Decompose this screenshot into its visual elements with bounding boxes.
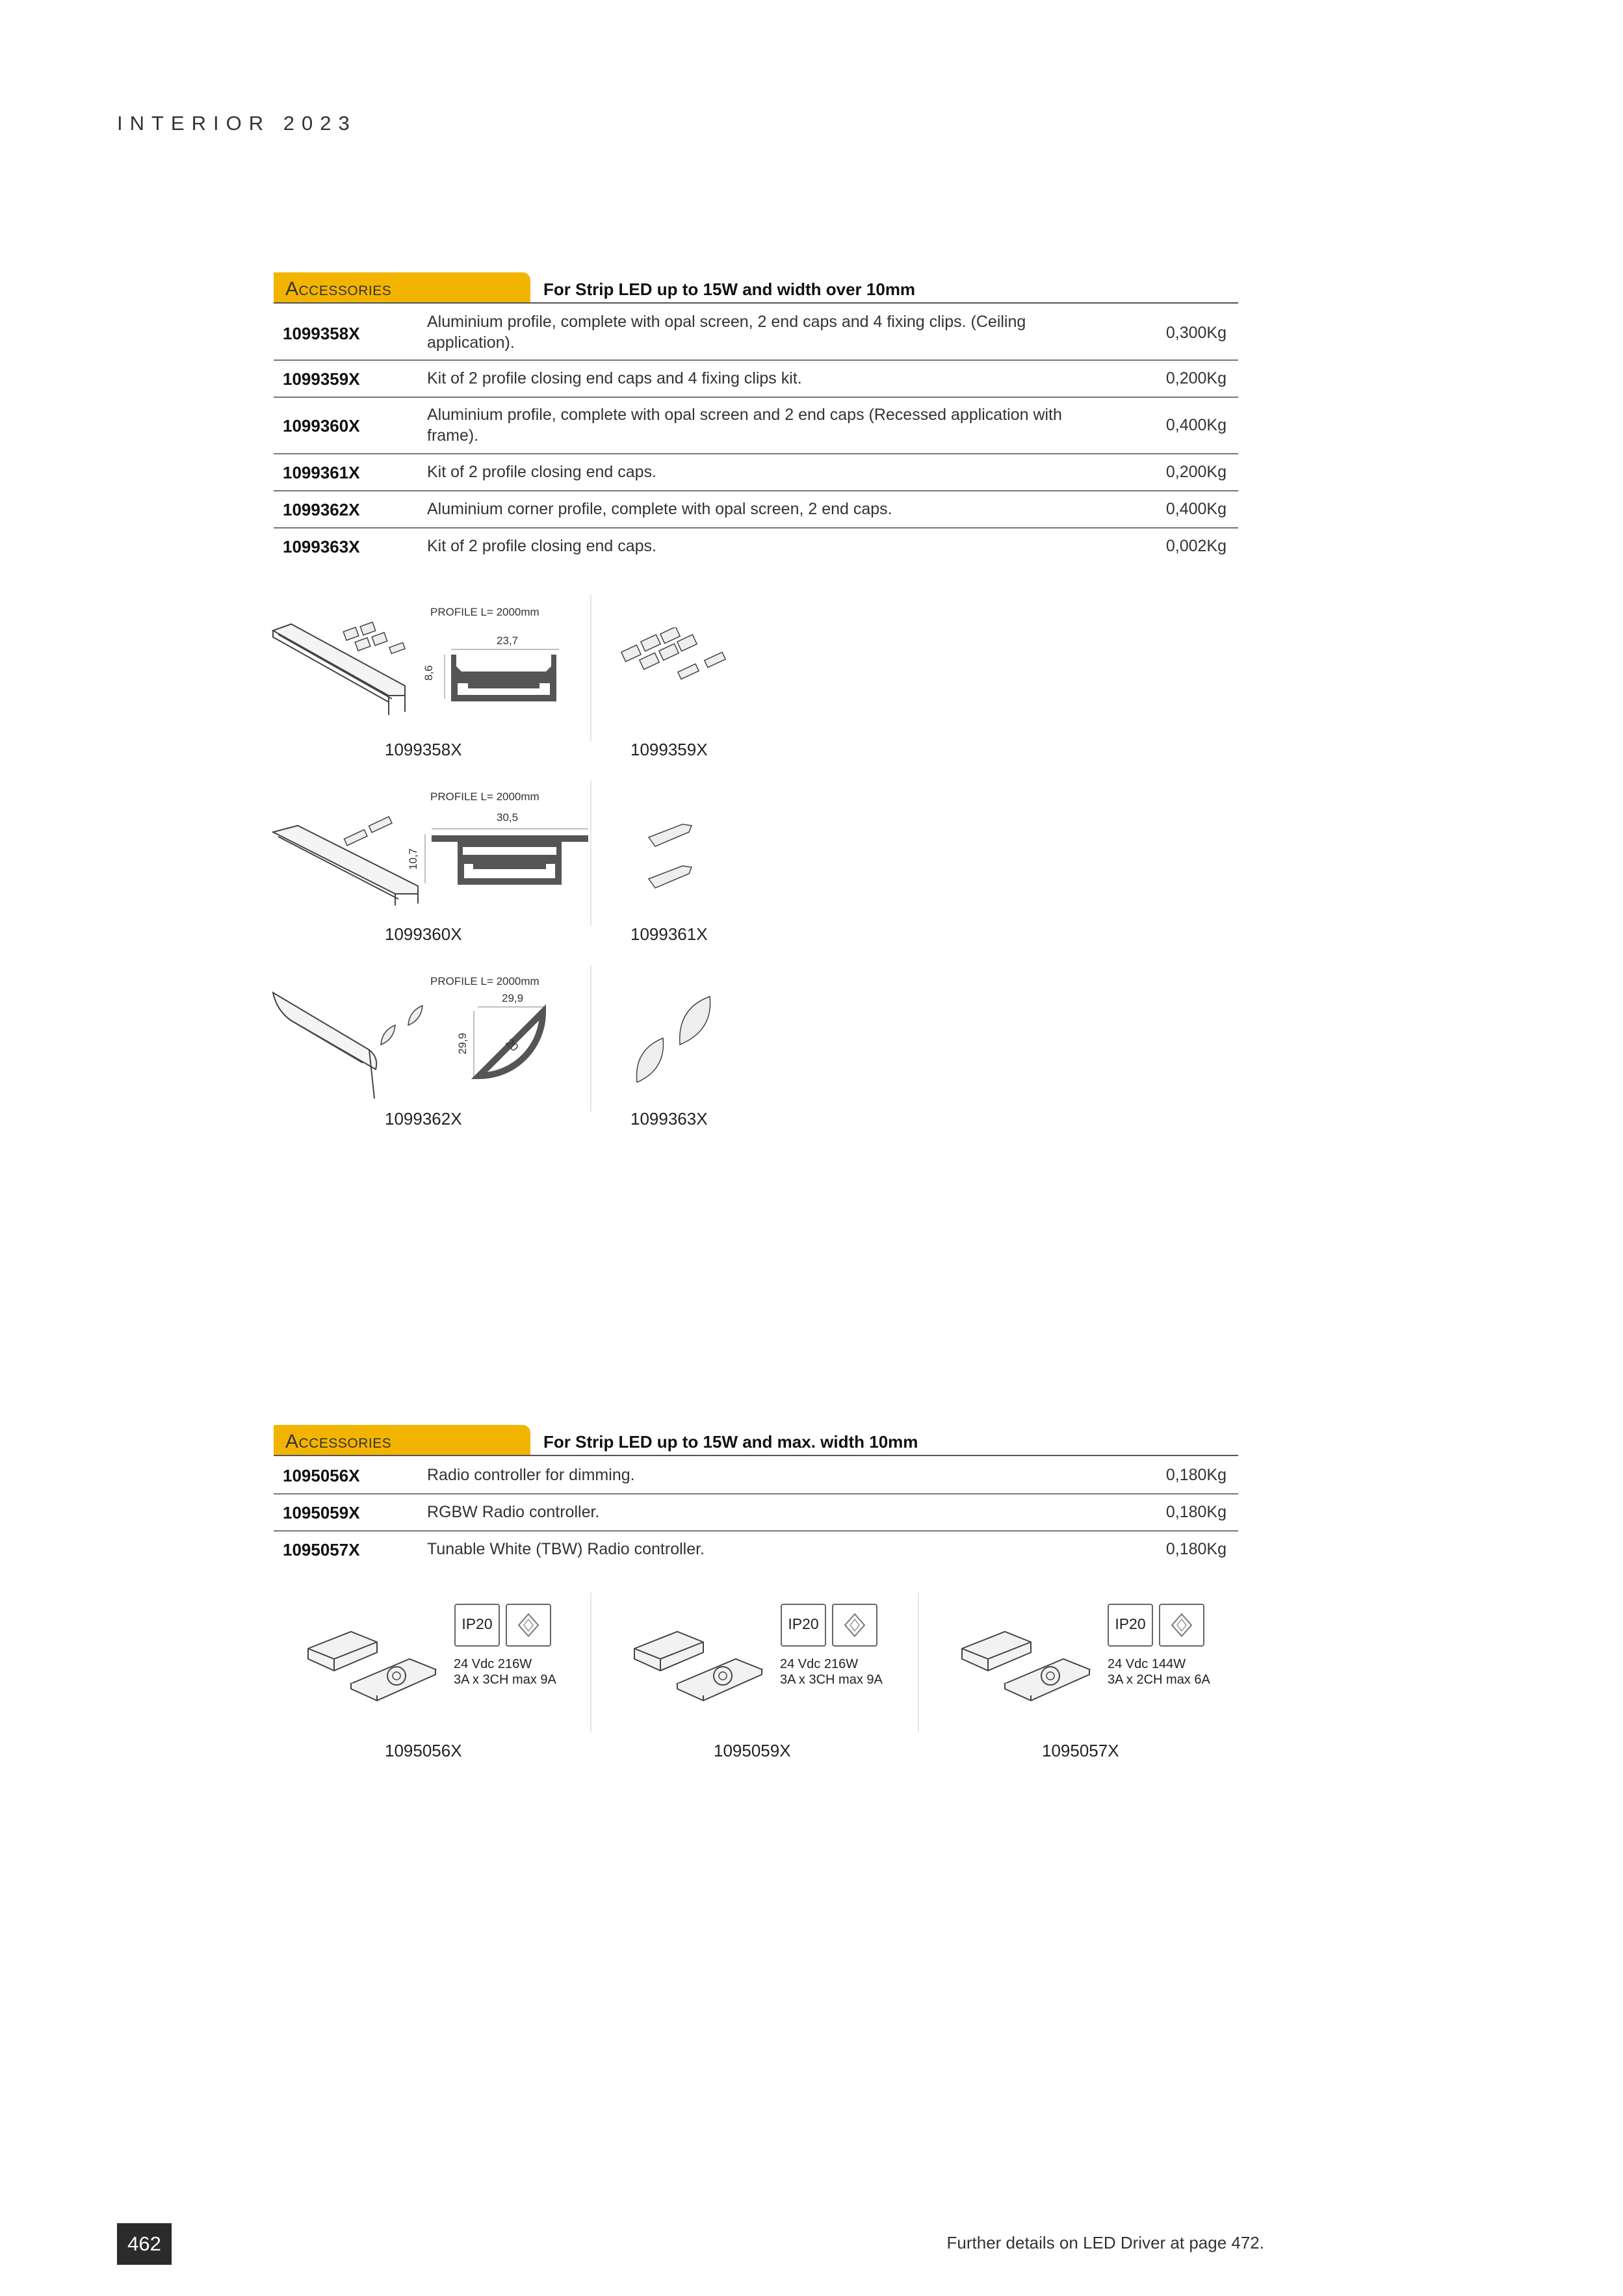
section-tab-label: Accessories xyxy=(285,1431,392,1452)
section-title: For Strip LED up to 15W and max. width 10mm xyxy=(543,1432,918,1452)
product-code: 1095056X xyxy=(283,1466,360,1485)
ip-rating-badge: IP20 xyxy=(781,1604,826,1647)
dimension-height: 29,9 xyxy=(456,1032,469,1054)
end-caps-clips-illustration xyxy=(611,627,731,692)
table-row xyxy=(274,305,1238,361)
product-code: 1095057X xyxy=(283,1540,360,1559)
end-caps-illustration xyxy=(643,811,702,896)
product-code: 1099359X xyxy=(283,369,360,389)
product-weight: 0,180Kg xyxy=(1165,1466,1227,1484)
certification-icon xyxy=(1159,1604,1204,1647)
product-weight: 0,400Kg xyxy=(1165,416,1227,434)
product-weight: 0,300Kg xyxy=(1165,324,1227,342)
product-description: Kit of 2 profile closing end caps. xyxy=(427,537,656,555)
product-description: Kit of 2 profile closing end caps and 4 fixing clips kit. xyxy=(427,369,802,387)
drawing-label: 1099362X xyxy=(385,1109,462,1128)
table-row xyxy=(274,398,1238,454)
product-description: RGBW Radio controller. xyxy=(427,1503,600,1521)
table-row xyxy=(274,1494,1238,1532)
accessories-table-1 xyxy=(274,305,1238,564)
product-code: 1099363X xyxy=(283,537,360,556)
drawing-label: 1099360X xyxy=(385,924,462,944)
end-caps-illustration xyxy=(630,985,721,1089)
product-spec: 24 Vdc 216W 3A x 3CH max 9A xyxy=(454,1657,556,1687)
table-row xyxy=(274,528,1238,564)
drawing-label: 1099363X xyxy=(630,1109,708,1128)
table-row xyxy=(274,491,1238,528)
product-description: Radio controller for dimming. xyxy=(427,1466,635,1484)
product-weight: 0,200Kg xyxy=(1165,369,1227,387)
dimension-width: 23,7 xyxy=(497,634,519,647)
dimension-height: 8,6 xyxy=(422,665,435,681)
table-row xyxy=(274,1532,1238,1567)
product-weight: 0,180Kg xyxy=(1165,1503,1227,1521)
ip-rating-badge: IP20 xyxy=(454,1604,500,1647)
product-description: Tunable White (TBW) Radio controller. xyxy=(427,1540,705,1558)
certification-icon xyxy=(832,1604,877,1647)
product-description: Aluminium profile, complete with opal screen and 2 end caps (Recessed application with frame). xyxy=(427,406,1062,445)
product-weight: 0,400Kg xyxy=(1165,500,1227,518)
dimension-inner: 20 xyxy=(503,1036,521,1054)
profile-length-label: PROFILE L= 2000mm xyxy=(430,606,539,618)
drawing-label: 1099358X xyxy=(385,740,462,759)
product-weight: 0,200Kg xyxy=(1165,463,1227,481)
product-description: Aluminium profile, complete with opal screen, 2 end caps and 4 fixing clips. (Ceiling application). xyxy=(427,313,1026,352)
catalog-header: INTERIOR 2023 xyxy=(117,112,357,135)
drawing-label: 1099361X xyxy=(630,924,708,944)
accessories-table-2 xyxy=(274,1457,1238,1567)
controller-illustration xyxy=(632,1619,781,1703)
ip-rating-badge: IP20 xyxy=(1108,1604,1153,1647)
profile-cross-section xyxy=(422,824,591,889)
profile-ceiling-illustration xyxy=(272,611,408,715)
section-tab xyxy=(274,272,530,302)
controller-illustration xyxy=(305,1619,455,1703)
section-header-1 xyxy=(274,272,1238,304)
page-number: 462 xyxy=(117,2223,172,2265)
dimension-width: 30,5 xyxy=(497,811,519,824)
product-code: 1099358X xyxy=(283,324,360,343)
product-label: 1095056X xyxy=(385,1741,462,1760)
product-label: 1095059X xyxy=(714,1741,791,1760)
dimension-height: 10,7 xyxy=(407,848,419,870)
controller-illustration xyxy=(959,1619,1109,1703)
profile-corner-illustration xyxy=(272,985,441,1108)
product-weight: 0,180Kg xyxy=(1165,1540,1227,1558)
profile-cross-section xyxy=(442,647,565,705)
drawing-label: 1099359X xyxy=(630,740,708,759)
section-title: For Strip LED up to 15W and width over 10mm xyxy=(543,280,916,299)
table-row xyxy=(274,361,1238,398)
certification-icon xyxy=(506,1604,551,1647)
product-description: Kit of 2 profile closing end caps. xyxy=(427,463,656,481)
product-code: 1099360X xyxy=(283,416,360,436)
profile-length-label: PROFILE L= 2000mm xyxy=(430,975,539,987)
section-tab xyxy=(274,1425,530,1455)
product-description: Aluminium corner profile, complete with opal screen, 2 end caps. xyxy=(427,500,892,518)
product-weight: 0,002Kg xyxy=(1165,537,1227,555)
product-code: 1099361X xyxy=(283,463,360,482)
section-header-2 xyxy=(274,1425,1238,1456)
footer-note: Further details on LED Driver at page 472. xyxy=(946,2233,1264,2252)
product-spec: 24 Vdc 144W 3A x 2CH max 6A xyxy=(1108,1657,1210,1687)
product-spec: 24 Vdc 216W 3A x 3CH max 9A xyxy=(780,1657,883,1687)
product-label: 1095057X xyxy=(1042,1741,1119,1760)
product-code: 1095059X xyxy=(283,1503,360,1522)
section-tab-label: Accessories xyxy=(285,278,392,300)
table-row xyxy=(274,1457,1238,1494)
dimension-width: 29,9 xyxy=(502,992,524,1004)
table-row xyxy=(274,454,1238,491)
profile-length-label: PROFILE L= 2000mm xyxy=(430,790,539,803)
profile-recessed-illustration xyxy=(272,816,421,907)
product-code: 1099362X xyxy=(283,500,360,519)
